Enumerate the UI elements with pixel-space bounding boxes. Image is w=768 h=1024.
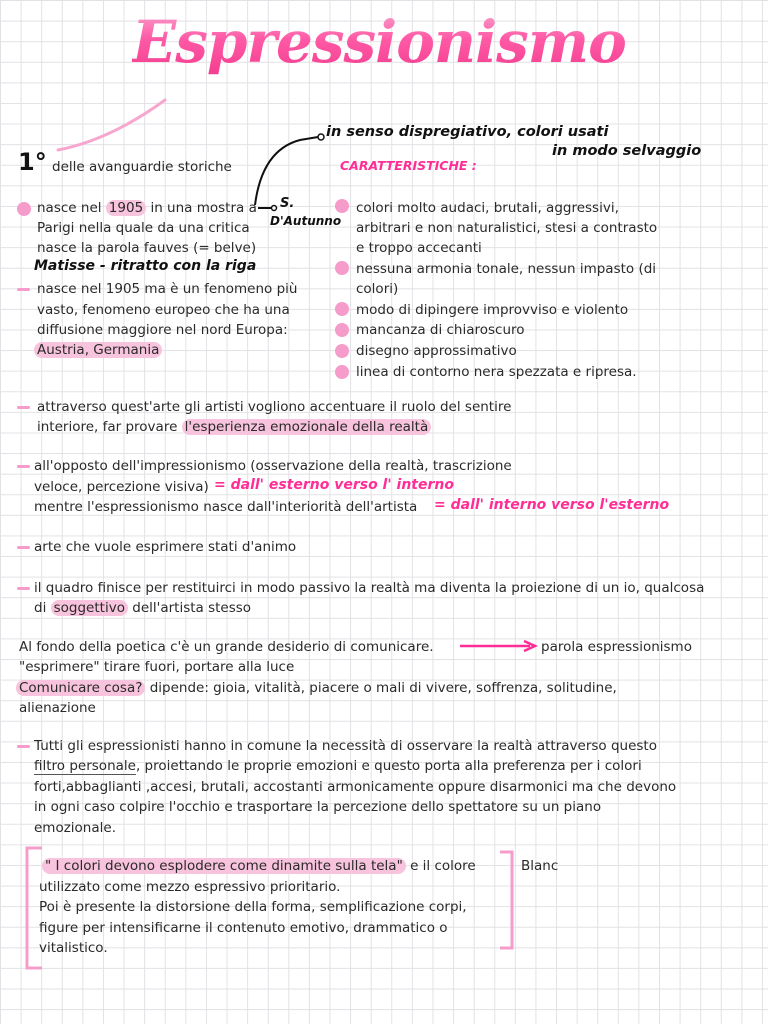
quote-line-5: vitalistico. (39, 940, 108, 956)
filtro-personale-underline: filtro personale (34, 758, 136, 774)
left-line-5: vasto, fenomeno europeo che ha una (37, 302, 290, 318)
bullet-dash (17, 745, 30, 748)
quote-line-2: utilizzato come mezzo espressivo prioritario. (39, 879, 341, 895)
page-title: Espressionismo (132, 8, 626, 76)
matisse-note: Matisse - ritratto con la riga (34, 258, 257, 274)
caratteristiche-heading: CARATTERISTICHE : (340, 158, 477, 173)
p6-line-5: emozionale. (34, 820, 116, 836)
p4-line-2: di soggettivo dell'artista stesso (34, 600, 252, 616)
char-1-line-1: colori molto audaci, brutali, aggressivi, (356, 200, 619, 216)
p6-line-1: Tutti gli espressionisti hanno in comune la necessità di osservare la realtà attraverso questo (34, 738, 657, 754)
quote-line-3: Poi è presente la distorsione della forma, semplificazione corpi, (39, 899, 467, 915)
bullet-dot (335, 323, 349, 337)
bullet-dot (335, 199, 349, 213)
salon-label-2: D'Autunno (270, 214, 342, 228)
intro-number: 1° (18, 148, 47, 176)
char-1-line-3: e troppo accecanti (356, 240, 482, 256)
bullet-dash (17, 546, 30, 549)
bullet-dash (17, 465, 30, 468)
char-6: linea di contorno nera spezzata e ripresa. (356, 364, 637, 380)
bullet-dot (335, 365, 349, 379)
p2-pink-note-2: = dall' interno verso l'esterno (434, 497, 670, 513)
annotation-line-1: in senso dispregiativo, colori usati (326, 124, 609, 140)
mostra-arrow-dot (272, 206, 277, 211)
p3-line: arte che vuole esprimere stati d'animo (34, 539, 297, 555)
comunicare-highlight: Comunicare cosa? (16, 680, 145, 696)
countries-highlight: Austria, Germania (34, 342, 162, 358)
p2-line-1: all'opposto dell'impressionismo (osservazione della realtà, trascrizione (34, 458, 512, 474)
quote-line-1: " I colori devono esplodere come dinamite sulla tela" e il colore (42, 856, 476, 877)
char-1-line-2: arbitrari e non naturalistici, stesi a contrasto (356, 220, 658, 236)
quote-line-4: figure per intensificarne il contenuto emotivo, drammatico o (39, 920, 448, 936)
left-line-4: nasce nel 1905 ma è un fenomeno più (37, 281, 298, 297)
left-line-3: nasce la parola fauves (= belve) (37, 240, 257, 256)
bullet-dot (17, 202, 31, 216)
quote-author: Blanc (521, 858, 559, 874)
bullet-dash (17, 406, 30, 409)
emotional-experience-highlight: l'esperienza emozionale della realtà (182, 419, 432, 435)
bullet-dash (17, 288, 30, 291)
bullet-dot (335, 261, 349, 275)
annotation-connector (255, 137, 318, 205)
bullet-dot (335, 302, 349, 316)
intro-text: delle avanguardie storiche (52, 159, 232, 175)
p5-line-3: Comunicare cosa? dipende: gioia, vitalità, piacere o mali di vivere, soffrenza, solitudine, (16, 678, 617, 699)
p6-line-2: filtro personale, proiettando le proprie emozioni e questo porta alla preferenza per i colori (34, 758, 642, 774)
comunicare-arrowhead (524, 641, 535, 651)
p2-line-3: mentre l'espressionismo nasce dall'interiorità dell'artista (34, 499, 418, 515)
left-line-7 (34, 340, 162, 361)
char-2-line-2: colori) (356, 281, 399, 297)
p6-line-3: forti,abbaglianti ,accesi, brutali, accostanti armonicamente oppure disarmonici ma che devono (34, 779, 677, 795)
p2-pink-note-1: = dall' esterno verso l' interno (214, 477, 454, 493)
annotation-line-2: in modo selvaggio (552, 143, 702, 159)
quote-bracket-right (500, 852, 512, 948)
subjective-highlight: soggettivo (51, 600, 128, 616)
bullet-dash (17, 587, 30, 590)
p4-line-1: il quadro finisce per restituirci in modo passivo la realtà ma diventa la proiezione di un io, qualcosa (34, 580, 705, 596)
p1-line-2: interiore, far provare l'esperienza emozionale della realtà (37, 417, 431, 438)
year-highlight: 1905 (106, 200, 146, 216)
char-4: mancanza di chiaroscuro (356, 322, 525, 338)
p5-line-4: alienazione (19, 700, 96, 716)
quote-highlight: " I colori devono esplodere come dinamite sulla tela" (42, 858, 406, 874)
p2-line-2: veloce, percezione visiva) (34, 479, 209, 495)
char-5: disegno approssimativo (356, 343, 517, 359)
p5-line-1: Al fondo della poetica c'è un grande desiderio di comunicare. (19, 639, 434, 655)
left-line-2: Parigi nella quale da una critica (37, 220, 250, 236)
left-line-6: diffusione maggiore nel nord Europa: (37, 322, 288, 338)
char-3: modo di dipingere improvviso e violento (356, 302, 629, 318)
left-line-1: nasce nel 1905 in una mostra a (37, 200, 257, 216)
salon-label-1: S. (280, 196, 295, 211)
annotation-dot (318, 134, 324, 140)
p1-line-1: attraverso quest'arte gli artisti vogliono accentuare il ruolo del sentire (37, 399, 512, 415)
p5-arrow-target: parola espressionismo (541, 639, 692, 655)
title-swash (58, 100, 165, 150)
bullet-dot (335, 344, 349, 358)
p6-line-4: in ogni caso colpire l'occhio e trasportare la percezione dello spettatore su un piano (34, 799, 602, 815)
char-2-line-1: nessuna armonia tonale, nessun impasto (di (356, 261, 657, 277)
p5-line-2: "esprimere" tirare fuori, portare alla luce (19, 659, 295, 675)
